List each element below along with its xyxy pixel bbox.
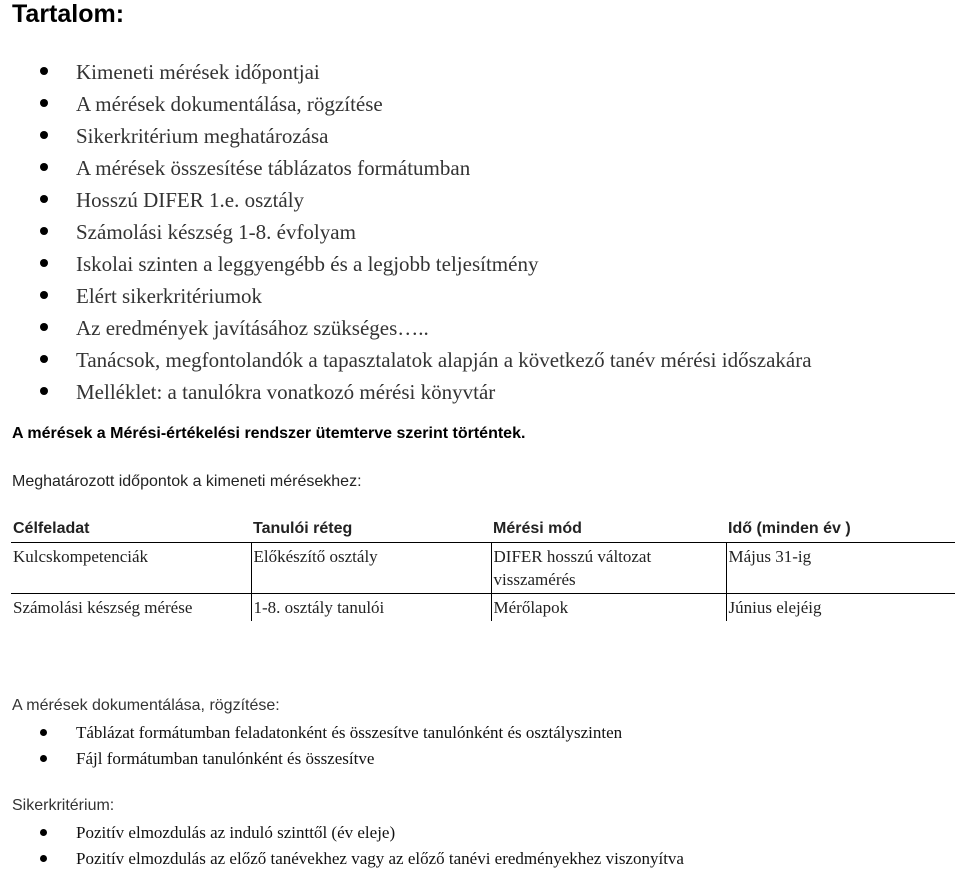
toc-item xyxy=(0,312,959,344)
column-header: Mérési mód xyxy=(491,516,726,543)
table-row xyxy=(11,543,955,594)
toc-item-label: Elért sikerkritériumok xyxy=(76,284,263,308)
toc-item-label: A mérések dokumentálása, rögzítése xyxy=(76,92,383,116)
toc-item-label: Sikerkritérium meghatározása xyxy=(76,124,329,148)
toc-item xyxy=(0,344,959,376)
toc-item-label: Tanácsok, megfontolandók a tapasztalatok alapján a következő tanév mérési időszakára xyxy=(76,348,812,372)
table-header-row xyxy=(11,516,955,543)
bullet-icon xyxy=(40,67,48,75)
toc-item-label: Hosszú DIFER 1.e. osztály xyxy=(76,188,305,212)
toc-item xyxy=(0,216,959,248)
list-item-label: Táblázat formátumban feladatonként és összesítve tanulónként és osztályszinten xyxy=(76,723,623,742)
bullet-icon xyxy=(40,755,47,762)
list-item xyxy=(0,720,622,746)
table-row xyxy=(11,594,955,622)
dates-heading: Meghatározott időpontok a kimeneti mérésekhez: xyxy=(12,473,362,490)
toc-item xyxy=(0,120,959,152)
bullet-icon xyxy=(40,291,48,299)
list-item-label: Pozitív elmozdulás az előző tanévekhez vagy az előző tanévi eredményekhez viszonyítva xyxy=(76,849,684,868)
list-item-label: Fájl formátumban tanulónként és összesítve xyxy=(76,749,375,768)
toc-item xyxy=(0,56,959,88)
bullet-icon xyxy=(40,829,47,836)
bullet-icon xyxy=(40,131,48,139)
toc-item-label: Melléklet: a tanulókra vonatkozó mérési könyvtár xyxy=(76,380,496,404)
bullet-icon xyxy=(40,729,47,736)
success-criterion-heading: Sikerkritérium: xyxy=(12,797,115,814)
toc-item-label: Kimeneti mérések időpontjai xyxy=(76,60,320,84)
list-item xyxy=(0,846,684,872)
table-cell: Előkészítő osztály xyxy=(251,543,491,594)
toc-item-label: Iskolai szinten a leggyengébb és a legjobb teljesítmény xyxy=(76,252,539,276)
table-cell: DIFER hosszú változat visszamérés xyxy=(491,543,726,594)
bullet-icon xyxy=(40,259,48,267)
schedule-statement: A mérések a Mérési-értékelési rendszer ütemterve szerint történtek. xyxy=(12,425,526,442)
column-header: Idő (minden év ) xyxy=(726,516,955,543)
table-cell: Számolási készség mérése xyxy=(11,594,251,622)
table-cell: Május 31-ig xyxy=(726,543,955,594)
toc-item-label: Számolási készség 1-8. évfolyam xyxy=(76,220,356,244)
bullet-icon xyxy=(40,163,48,171)
column-header: Tanulói réteg xyxy=(251,516,491,543)
table-of-contents xyxy=(0,56,959,408)
bullet-icon xyxy=(40,99,48,107)
table-cell: Június elejéig xyxy=(728,598,822,617)
list-item xyxy=(0,820,684,846)
toc-item xyxy=(0,248,959,280)
table-cell: Mérőlapok xyxy=(491,594,726,622)
documentation-heading: A mérések dokumentálása, rögzítése: xyxy=(12,697,280,714)
table-cell: 1-8. osztály tanulói xyxy=(251,594,491,622)
toc-item xyxy=(0,376,959,408)
documentation-list xyxy=(0,720,622,772)
toc-item-label: Az eredmények javításához szükséges….. xyxy=(76,316,429,340)
bullet-icon xyxy=(40,387,48,395)
list-item xyxy=(0,746,622,772)
list-item-label: Pozitív elmozdulás az induló szinttől (év eleje) xyxy=(76,823,396,842)
toc-item xyxy=(0,152,959,184)
toc-item xyxy=(0,280,959,312)
bullet-icon xyxy=(40,323,48,331)
toc-item xyxy=(0,184,959,216)
bullet-icon xyxy=(40,227,48,235)
toc-item-label: A mérések összesítése táblázatos formátumban xyxy=(76,156,471,180)
bullet-icon xyxy=(40,355,48,363)
bullet-icon xyxy=(40,855,47,862)
page-title: Tartalom: xyxy=(12,0,125,28)
bullet-icon xyxy=(40,195,48,203)
toc-item xyxy=(0,88,959,120)
column-header: Célfeladat xyxy=(11,516,251,543)
success-criterion-list xyxy=(0,820,684,872)
measurement-schedule-table xyxy=(11,516,955,621)
table-cell: Kulcskompetenciák xyxy=(11,543,251,594)
